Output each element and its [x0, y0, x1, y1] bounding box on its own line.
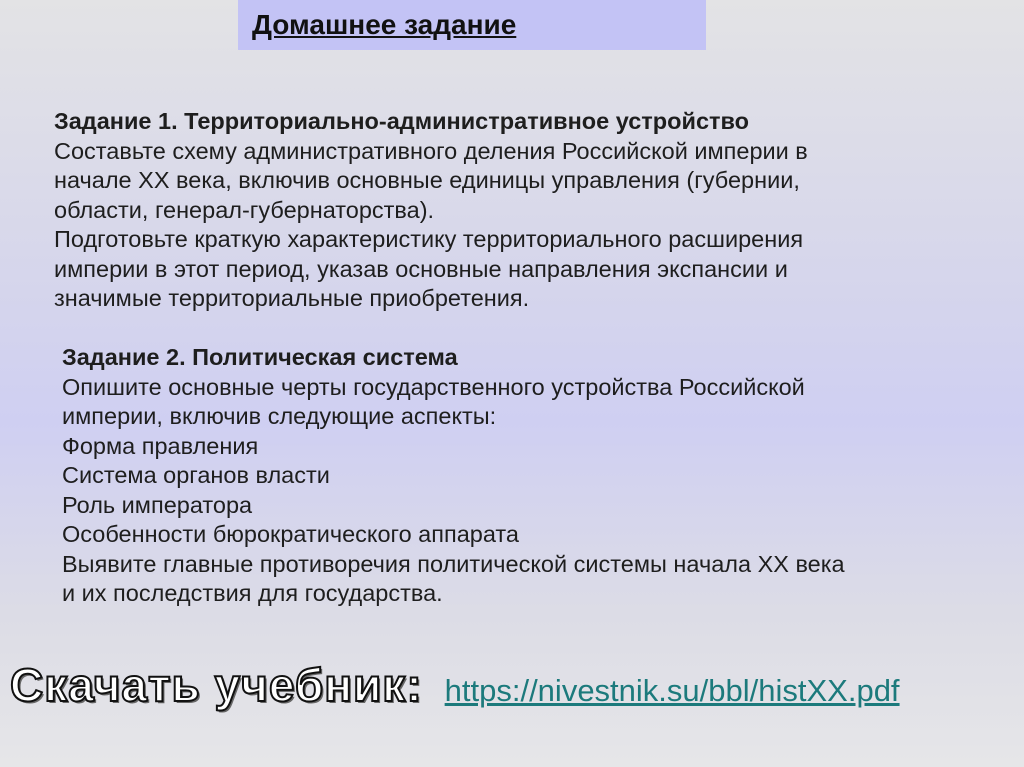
task-1-block: [54, 107, 808, 314]
task-2-line: Опишите основные черты государственного устройства Российской: [62, 373, 805, 400]
task-2-line: Выявите главные противоречия политической системы начала XX века: [62, 550, 845, 577]
task-1-line: Подготовьте краткую характеристику территориального расширения: [54, 226, 804, 252]
task-2-line: Роль императора: [62, 491, 253, 518]
task-2-line: Система органов власти: [62, 462, 330, 488]
task-1-line: империи в этот период, указав основные направления экспансии и: [54, 255, 788, 282]
task-1-line: области, генерал-губернаторства).: [54, 196, 435, 223]
task-2-line: и их последствия для государства.: [62, 580, 443, 606]
task-2-block: [62, 343, 845, 609]
title-box: [238, 0, 706, 50]
task-1-line: значимые территориальные приобретения.: [54, 285, 530, 311]
task-2-line: Форма правления: [62, 432, 259, 459]
task-2-line: Особенности бюрократического аппарата: [62, 521, 519, 547]
task-2-heading: Задание 2. Политическая система: [62, 344, 458, 370]
task-1-line: начале XX века, включив основные единицы управления (губернии,: [54, 167, 800, 193]
task-2-line: империи, включив следующие аспекты:: [62, 403, 497, 429]
task-1-heading: Задание 1. Территориально-административное устройство: [54, 108, 750, 134]
task-1-line: Составьте схему административного деления Российской империи в: [54, 137, 808, 164]
download-label: Скачать учебник:: [10, 659, 423, 711]
textbook-download-link[interactable]: https://nivestnik.su/bbl/histXX.pdf: [444, 673, 900, 708]
download-row: [10, 658, 900, 712]
page-title: Домашнее задание: [252, 9, 517, 40]
